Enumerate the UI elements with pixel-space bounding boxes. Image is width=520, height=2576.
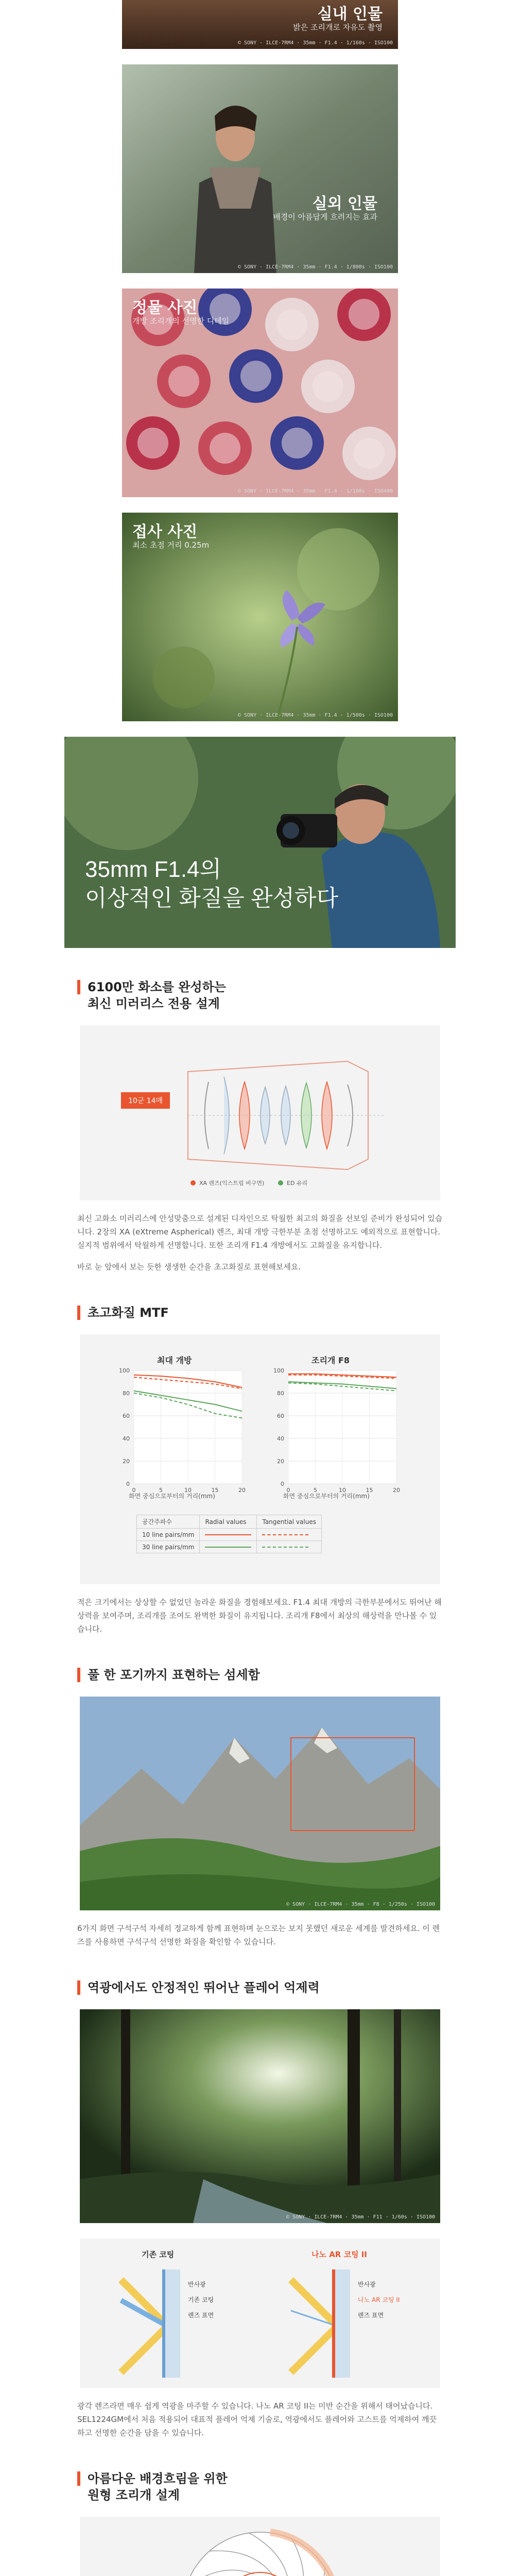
mtf-y-tick-label: 40	[123, 1435, 130, 1442]
photo-title: 실외 인물	[312, 195, 377, 213]
mtf-x-tick-label: 10	[184, 1487, 192, 1494]
section-aperture	[77, 2470, 443, 2576]
mtf-y-tick-label: 40	[277, 1435, 284, 1442]
sample-photo-indoor	[122, 0, 398, 49]
body-paragraph: 최신 고화소 미러리스에 안성맞춤으로 설계된 디자인으로 탁월한 최고의 화질을 선보일 준비가 완성되어 있습니다. 2장의 XA (eXtreme Aspherical) 렌즈, 최대 개방 극한부분 초점 선명하고도 예외적으로 표현합니다. 실지적 범위에서 탁월하게 선명합니다. 또한 조리개 F1.4 개방에서도 고화질을 유지합니다.	[77, 1214, 443, 1250]
mtf-y-tick-label: 20	[277, 1458, 284, 1465]
section-optical-design	[77, 979, 443, 1274]
photo-exif: © SONY · ILCE-7RM4 · 35mm · F1.4 · 1/160s · ISO100	[237, 40, 393, 46]
section-detail	[77, 1667, 443, 1948]
mtf-y-tick-label: 100	[273, 1367, 284, 1374]
mtf-y-tick-label: 0	[281, 1481, 284, 1487]
section-title: 풀 한 포기까지 표현하는 섬세함	[88, 1668, 260, 1682]
photo-subtitle: 배경이 아름답게 흐려지는 효과	[273, 212, 377, 222]
compare-label: 나노 AR 코팅 II	[358, 2296, 400, 2303]
mtf-x-tick-label: 0	[286, 1487, 290, 1494]
heading-accent-bar	[77, 2471, 80, 2486]
photo-exif: © SONY · ILCE-7RM4 · 35mm · F8 · 1/250s · ISO100	[286, 1902, 435, 1907]
legend-swatch	[200, 1529, 257, 1541]
photo-subtitle: 밝은 조리개로 자유도 촬영	[293, 23, 383, 32]
section-heading	[77, 1304, 443, 1321]
mtf-x-tick-label: 20	[238, 1487, 246, 1494]
photo-subtitle: 최소 초점 거리 0.25m	[132, 540, 210, 550]
mtf-x-tick-label: 15	[366, 1487, 373, 1494]
body-paragraph: 적은 크기에서는 상상할 수 없었던 놀라운 화질을 경험해보세요. F1.4 최대 개방의 극한부분에서도 뛰어난 해상력을 보여주며, 조리개를 조여도 완벽한 화질이 유지됩니다. 조리개 F8에서 최상의 해상력을 만나볼 수 있습니다.	[77, 1598, 442, 1634]
legend-header: Tangential values	[257, 1515, 321, 1529]
plate-pattern	[282, 428, 313, 459]
mtf-right-title: 조리개 F8	[311, 1355, 350, 1365]
body-paragraph: 바로 눈 앞에서 보는 듯한 생생한 순간을 초고화질로 표현해보세요.	[77, 1262, 301, 1272]
forest-backlight-image	[80, 2009, 440, 2223]
hero-photographer-image	[64, 737, 456, 948]
section-heading	[77, 979, 443, 1012]
plate-pattern	[240, 361, 271, 392]
body-paragraph: 광각 렌즈라면 매우 쉽게 역광을 마주할 수 있습니다. 나노 AR 코팅 II는 미반 순간을 위해서 태어났습니다. SEL1224GM에서 처음 적용되어 대표적 플레어 억제 기술로, 역광에서도 플레어와 고스트를 억제하여 깨끗하고 선명한 순간을 담을 수 있습니다.	[77, 2401, 437, 2437]
mtf-x-tick-label: 10	[339, 1487, 346, 1494]
mtf-y-tick-label: 60	[123, 1413, 130, 1419]
mtf-y-tick-label: 100	[119, 1367, 130, 1374]
coating-diagram	[80, 2239, 440, 2388]
compare-right-title: 나노 AR 코팅 II	[311, 2250, 367, 2259]
plate-pattern	[137, 428, 168, 459]
hero-title-line1: 35mm F1.4의	[85, 857, 222, 882]
mtf-legend-table	[136, 1515, 322, 1553]
legend-ed: ED 유리	[287, 1180, 308, 1187]
photo-subtitle: 개방 조리개의 선명한 디테일	[132, 316, 230, 326]
mtf-x-tick-label: 5	[314, 1487, 317, 1494]
mtf-chart	[80, 1365, 440, 1530]
section-body	[77, 1922, 443, 1948]
heading-accent-bar	[77, 1306, 80, 1320]
legend-row-label: 10 line pairs/mm	[137, 1529, 200, 1541]
sample-photo-still	[122, 289, 398, 497]
section-title	[88, 2470, 228, 2503]
mtf-y-tick-label: 0	[126, 1481, 130, 1487]
plate-pattern	[168, 366, 199, 397]
mtf-y-tick-label: 80	[123, 1390, 130, 1397]
lens-cross-section-drawing	[80, 1025, 440, 1200]
heading-accent-bar	[77, 1980, 80, 1995]
mtf-y-tick-label: 20	[123, 1458, 130, 1465]
aperture-blades-diagram	[80, 2517, 440, 2576]
sample-gallery	[0, 0, 520, 721]
mtf-y-tick-label: 80	[277, 1390, 284, 1397]
section-title: 역광에서도 안정적인 뛰어난 플레어 억제력	[88, 1980, 320, 1995]
heading-accent-bar	[77, 980, 80, 994]
mtf-x-tick-label: 0	[132, 1487, 136, 1494]
photo-exif: © SONY · ILCE-7RM4 · 35mm · F1.4 · 1/500s · ISO100	[237, 713, 393, 718]
hero-title	[85, 855, 338, 913]
backlit-forest-photo	[80, 2009, 440, 2223]
mtf-left-xlabel: 화면 중심으로부터의 거리(mm)	[129, 1493, 215, 1500]
compare-label: 반사광	[188, 2281, 206, 2288]
photo-exif: © SONY · ILCE-7RM4 · 35mm · F11 · 1/60s · ISO100	[286, 2214, 435, 2220]
heading-accent-bar	[77, 1668, 80, 1682]
sample-photo-macro	[122, 513, 398, 721]
mtf-y-tick-label: 60	[277, 1413, 284, 1419]
mtf-x-tick-label: 5	[159, 1487, 163, 1494]
compare-label: 반사광	[358, 2281, 376, 2288]
photo-title: 정물 사진	[132, 299, 198, 317]
mtf-chart-panel	[80, 1334, 440, 1584]
section-title: 초고화질 MTF	[88, 1306, 169, 1320]
element-count-badge: 10군 14매	[121, 1092, 170, 1109]
photo-exif: © SONY · ILCE-7RM4 · 35mm · F1.4 · 1/100s · ISO400	[237, 488, 393, 494]
body-paragraph: 6가지 화면 구석구석 자세히 정교하게 함께 표현하며 눈으로는 보지 못했던 새로운 세계를 발견하세요. 이 렌즈를 사용하면 구석구석 선명한 화질을 확인할 수 있습니다.	[77, 1924, 440, 1946]
title-line1: 아름다운 배경흐림을 위한	[88, 2471, 228, 2486]
mtf-x-tick-label: 20	[393, 1487, 400, 1494]
hero-banner	[64, 737, 456, 948]
legend-swatch	[257, 1541, 321, 1553]
section-body	[77, 1212, 443, 1274]
legend-xa: XA 렌즈(익스트림 비구면)	[199, 1180, 265, 1187]
title-line2: 최신 미러리스 전용 설계	[88, 996, 220, 1011]
hero-title-line2: 이상적인 화질을 완성하다	[85, 886, 338, 911]
compare-label: 기존 코팅	[188, 2296, 214, 2303]
landscape-photo	[80, 1697, 440, 1910]
compare-label: 렌즈 표면	[188, 2312, 214, 2319]
legend-swatch	[200, 1541, 257, 1553]
plate-pattern	[210, 433, 240, 464]
outdoor-portrait-image	[122, 64, 398, 273]
section-mtf	[77, 1304, 443, 1636]
mtf-left-title: 최대 개방	[157, 1355, 192, 1365]
section-title	[88, 979, 226, 1012]
mtf-right-xlabel: 화면 중심으로부터의 거리(mm)	[283, 1493, 370, 1500]
legend-header: Radial values	[200, 1515, 257, 1529]
photo-title: 접사 사진	[132, 523, 198, 541]
sample-photo-outdoor	[122, 64, 398, 273]
legend-header: 공간주파수	[137, 1515, 200, 1529]
section-body	[77, 1596, 443, 1636]
legend-swatch	[257, 1529, 321, 1541]
plate-pattern	[354, 438, 385, 469]
section-heading	[77, 2470, 443, 2503]
section-flare	[77, 1979, 443, 2439]
title-line1: 6100만 화소를 완성하는	[88, 980, 226, 994]
plate-pattern	[313, 371, 343, 402]
photo-title: 실내 인물	[317, 5, 383, 23]
photo-exif: © SONY · ILCE-7RM4 · 35mm · F1.4 · 1/800s · ISO100	[237, 264, 393, 270]
coating-comparison	[80, 2239, 440, 2388]
compare-label: 렌즈 표면	[358, 2312, 384, 2319]
section-body	[77, 2399, 443, 2439]
title-line2: 원형 조리개 설계	[88, 2488, 180, 2502]
legend-row-label: 30 line pairs/mm	[137, 1541, 200, 1553]
compare-left-title: 기존 코팅	[142, 2250, 175, 2259]
section-heading	[77, 1979, 443, 1996]
aperture-diagram-panel	[80, 2517, 440, 2576]
mountain-landscape-image	[80, 1697, 440, 1910]
section-heading	[77, 1667, 443, 1683]
lens-construction-diagram	[80, 1025, 440, 1200]
plate-pattern	[349, 299, 379, 330]
plate-pattern	[276, 309, 307, 340]
mtf-x-tick-label: 15	[211, 1487, 219, 1494]
